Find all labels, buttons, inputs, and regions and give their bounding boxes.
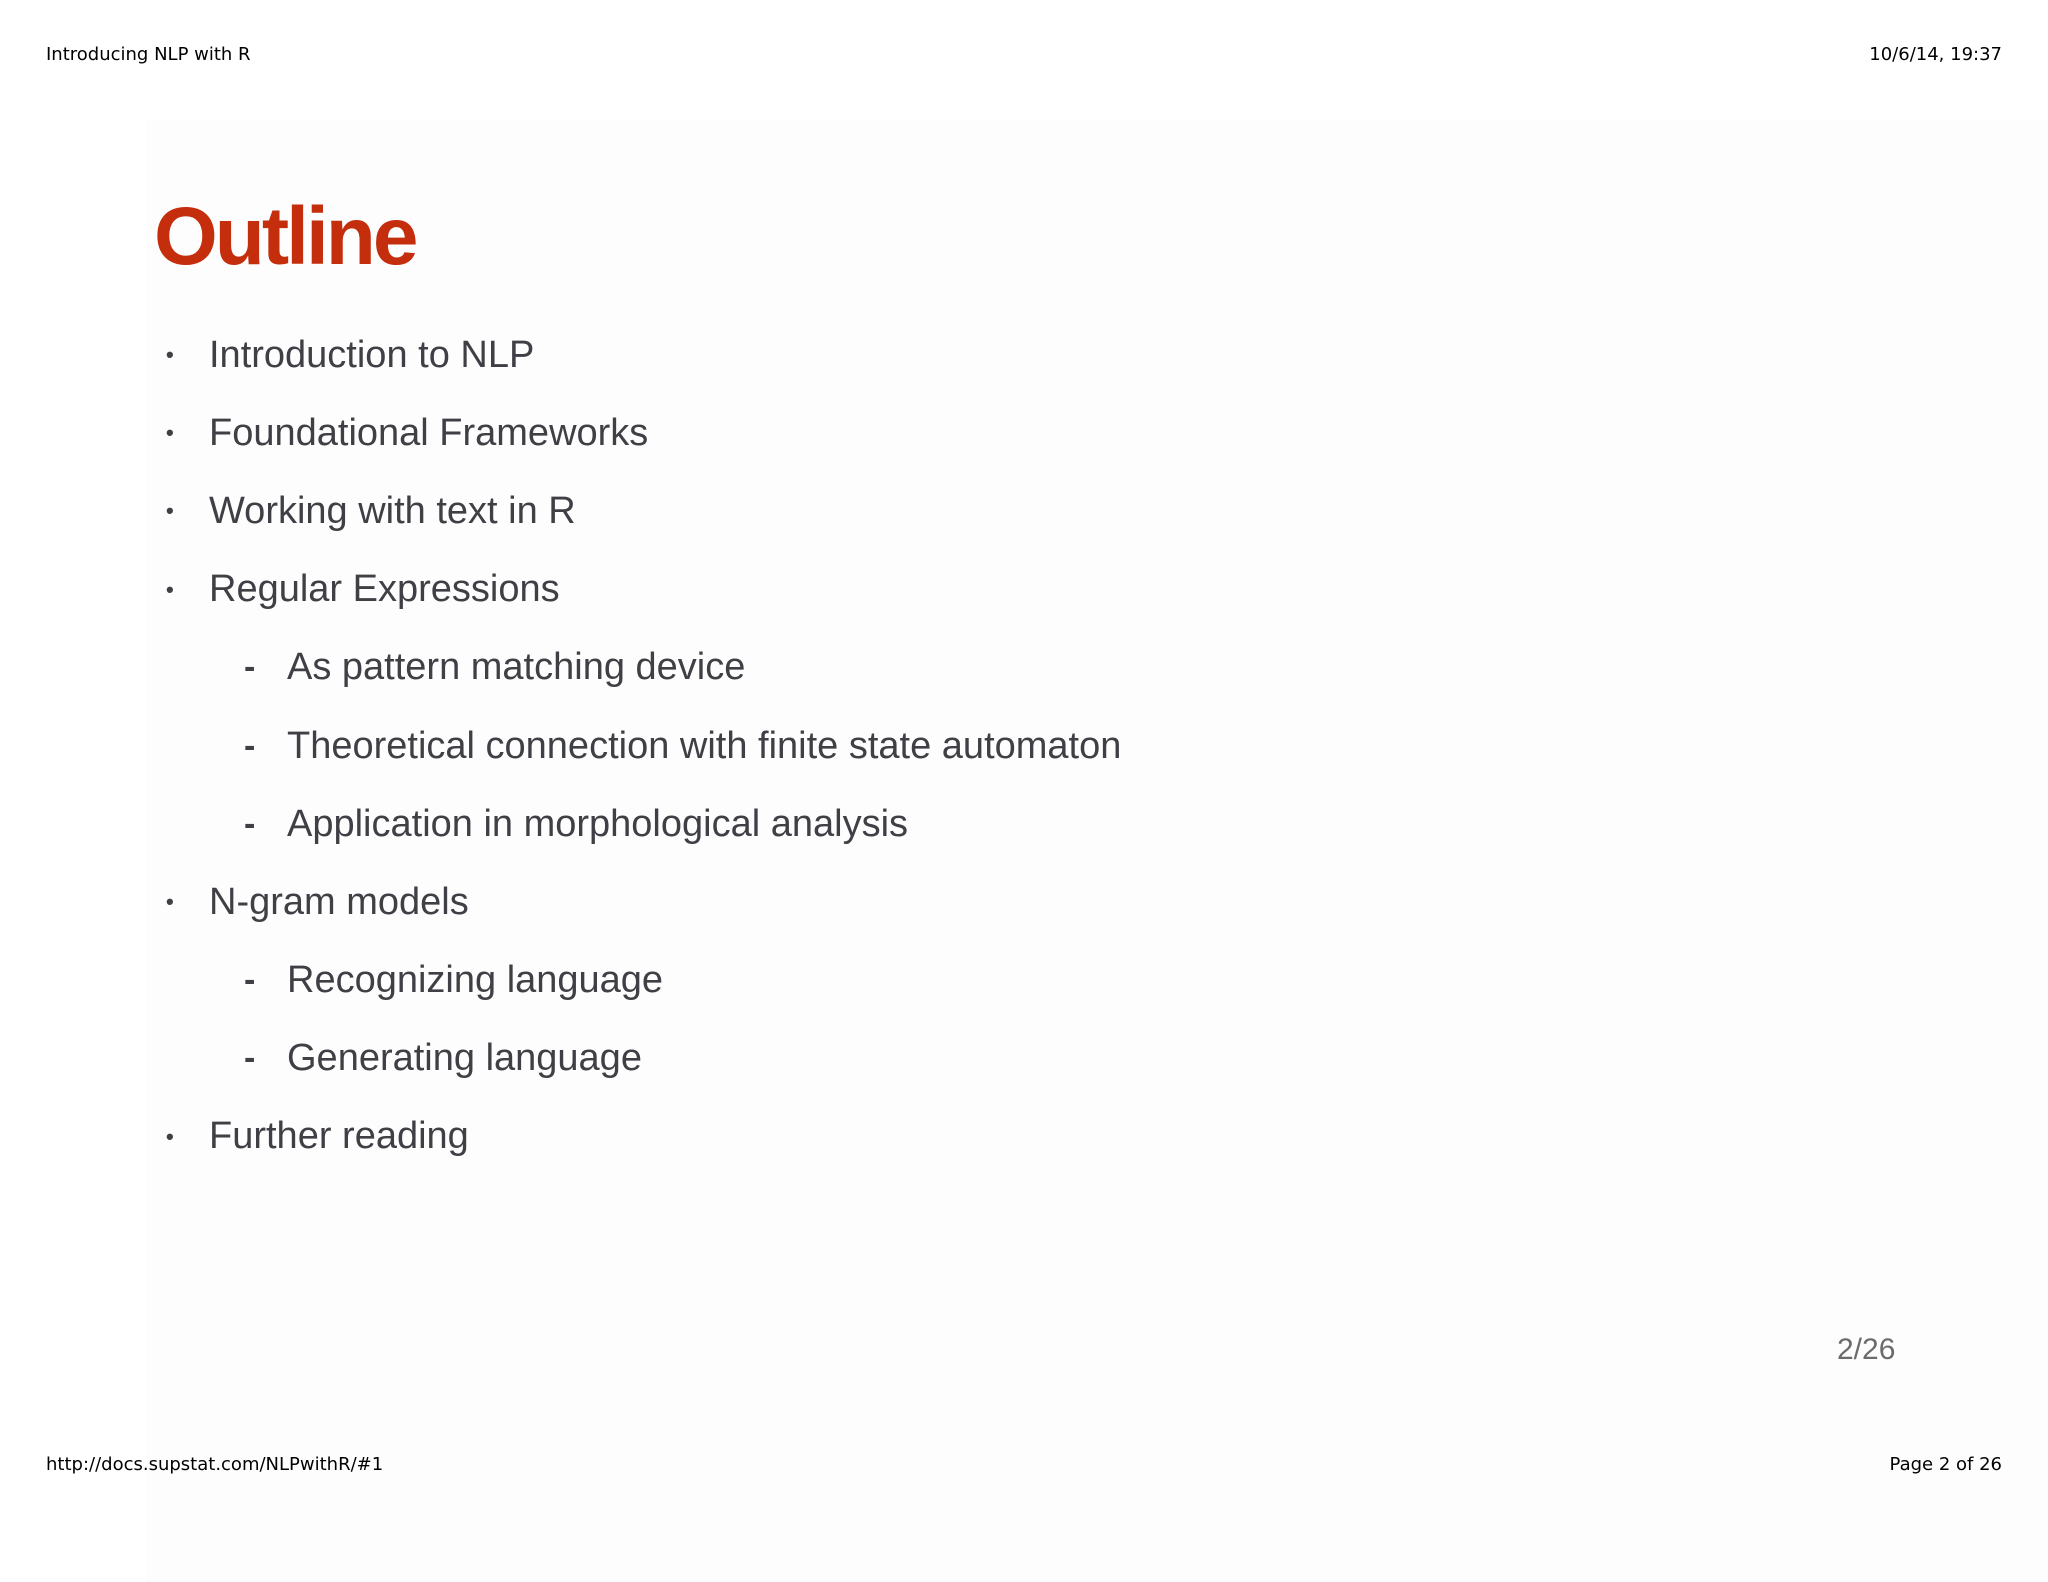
outline-item-label: Further reading — [209, 1115, 469, 1158]
bullet-icon: • — [166, 342, 174, 368]
dash-icon: - — [244, 1039, 256, 1078]
bullet-icon: • — [166, 420, 174, 446]
outline-subitem — [146, 629, 1121, 707]
outline-item-label: Regular Expressions — [209, 568, 560, 611]
outline-item-label: Foundational Frameworks — [209, 411, 649, 454]
outline-subitem-label: Generating language — [287, 1037, 642, 1080]
outline-item-label: Working with text in R — [209, 489, 576, 532]
outline-subitem-label: Application in morphological analysis — [287, 802, 909, 845]
bullet-icon: • — [166, 1123, 174, 1149]
outline-item — [146, 863, 1121, 941]
print-footer-url: http://docs.supstat.com/NLPwithR/#1 — [46, 1454, 384, 1475]
slide-title: Outline — [154, 191, 416, 282]
outline-item-label: Introduction to NLP — [209, 333, 535, 376]
outline-item — [146, 551, 1121, 629]
bullet-icon: • — [166, 889, 174, 915]
dash-icon: - — [244, 648, 256, 687]
dash-icon: - — [244, 804, 256, 843]
print-header-title: Introducing NLP with R — [46, 44, 251, 65]
bullet-icon: • — [166, 498, 174, 524]
slide-number: 2/26 — [1837, 1333, 1896, 1366]
outline-item — [146, 394, 1121, 472]
outline-subitem — [146, 707, 1121, 785]
outline-item — [146, 472, 1121, 550]
outline-item — [146, 1098, 1121, 1176]
outline-subitem-label: As pattern matching device — [287, 646, 746, 689]
outline-subitem-label: Theoretical connection with finite state automaton — [287, 724, 1122, 767]
print-header-datetime: 10/6/14, 19:37 — [1869, 44, 2002, 65]
outline-subitem — [146, 785, 1121, 863]
slide — [146, 120, 2048, 1582]
outline-subitem-label: Recognizing language — [287, 959, 664, 1002]
outline-subitem — [146, 942, 1121, 1020]
print-footer-page: Page 2 of 26 — [1889, 1454, 2002, 1475]
outline-item-label: N-gram models — [209, 880, 469, 923]
dash-icon: - — [244, 726, 256, 765]
outline-subitem — [146, 1020, 1121, 1098]
dash-icon: - — [244, 961, 256, 1000]
outline-list — [146, 316, 1121, 1176]
outline-item — [146, 316, 1121, 394]
bullet-icon: • — [166, 576, 174, 602]
